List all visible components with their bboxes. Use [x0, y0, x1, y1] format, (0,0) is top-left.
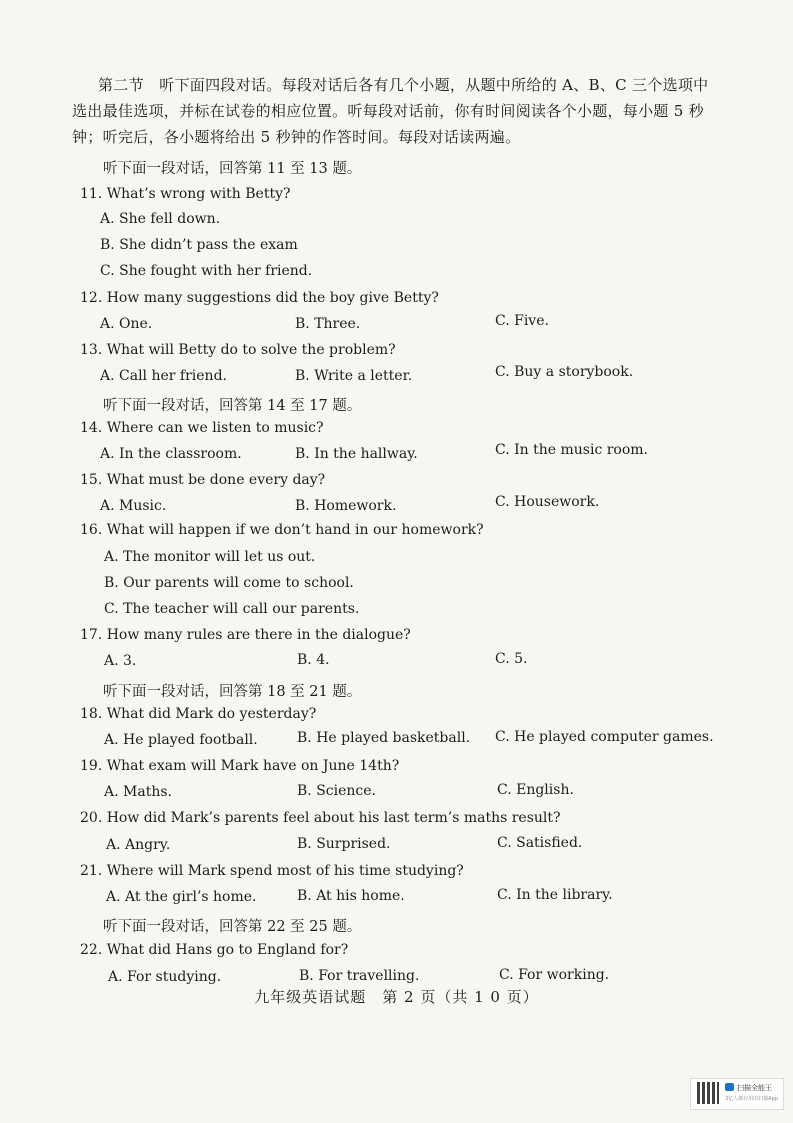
option-12-a[interactable]: A. One. — [100, 316, 153, 332]
option-14-a[interactable]: A. In the classroom. — [100, 446, 242, 462]
option-12-c[interactable]: C. Five. — [495, 313, 549, 329]
question-21: 21. Where will Mark spend most of his time studying? — [80, 863, 464, 879]
option-11-a[interactable]: A. She fell down. — [100, 211, 221, 227]
option-13-a[interactable]: A. Call her friend. — [100, 368, 227, 384]
option-11-c[interactable]: C. She fought with her friend. — [100, 263, 313, 279]
option-19-a[interactable]: A. Maths. — [104, 784, 172, 800]
option-16-a[interactable]: A. The monitor will let us out. — [104, 549, 316, 565]
option-16-b[interactable]: B. Our parents will come to school. — [104, 575, 354, 591]
option-20-b[interactable]: B. Surprised. — [297, 836, 391, 852]
scanner-watermark — [690, 1078, 784, 1110]
section-intro: 第二节 听下面四段对话。每段对话后各有几个小题，从题中所给的 A、B、C 三个选项中选出最佳选项，并标在试卷的相应位置。听每段对话前，你有时间阅读各个小题，每小题 5 秒钟；听完后，各小题将给出 5 秒钟的作答时间。每段对话读两遍。 — [72, 76, 709, 146]
option-19-b[interactable]: B. Science. — [297, 783, 376, 799]
option-22-c[interactable]: C. For working. — [499, 967, 610, 983]
question-20: 20. How did Mark’s parents feel about his last term’s maths result? — [80, 810, 561, 826]
option-18-c[interactable]: C. He played computer games. — [495, 729, 714, 745]
question-11: 11. What’s wrong with Betty? — [80, 186, 291, 202]
option-16-c[interactable]: C. The teacher will call our parents. — [104, 601, 360, 617]
option-21-c[interactable]: C. In the library. — [497, 887, 613, 903]
option-13-b[interactable]: B. Write a letter. — [295, 368, 413, 384]
option-17-c[interactable]: C. 5. — [495, 651, 528, 667]
question-13: 13. What will Betty do to solve the problem? — [80, 342, 396, 358]
option-14-b[interactable]: B. In the hallway. — [295, 446, 418, 462]
option-12-b[interactable]: B. Three. — [295, 316, 361, 332]
page-footer: 九年级英语试题 第 2 页（共 1 0 页） — [254, 988, 539, 1006]
qr-code-icon — [697, 1082, 719, 1104]
question-17: 17. How many rules are there in the dialogue? — [80, 627, 411, 643]
dialogue-instruction: 听下面一段对话，回答第 22 至 25 题。 — [103, 919, 362, 935]
option-20-c[interactable]: C. Satisfied. — [497, 835, 583, 851]
question-18: 18. What did Mark do yesterday? — [80, 706, 317, 722]
option-17-b[interactable]: B. 4. — [297, 652, 330, 668]
question-15: 15. What must be done every day? — [80, 472, 326, 488]
scanner-app-tagline: 3亿人都在用的扫描App — [725, 1096, 778, 1102]
option-20-a[interactable]: A. Angry. — [106, 837, 171, 853]
scanner-app-name: 扫描全能王 — [737, 1084, 772, 1092]
option-18-b[interactable]: B. He played basketball. — [297, 730, 471, 746]
question-19: 19. What exam will Mark have on June 14th? — [80, 758, 400, 774]
option-21-b[interactable]: B. At his home. — [297, 888, 405, 904]
dialogue-instruction: 听下面一段对话，回答第 11 至 13 题。 — [103, 161, 362, 177]
question-22: 22. What did Hans go to England for? — [80, 942, 349, 958]
dialogue-instruction: 听下面一段对话，回答第 18 至 21 题。 — [103, 684, 362, 700]
option-17-a[interactable]: A. 3. — [104, 653, 137, 669]
dialogue-instruction: 听下面一段对话，回答第 14 至 17 题。 — [103, 398, 362, 414]
option-15-a[interactable]: A. Music. — [100, 498, 167, 514]
question-14: 14. Where can we listen to music? — [80, 420, 324, 436]
option-15-c[interactable]: C. Housework. — [495, 494, 600, 510]
option-22-b[interactable]: B. For travelling. — [299, 968, 420, 984]
option-11-b[interactable]: B. She didn’t pass the exam — [100, 237, 298, 253]
option-21-a[interactable]: A. At the girl’s home. — [106, 889, 257, 905]
question-12: 12. How many suggestions did the boy give Betty? — [80, 290, 439, 306]
option-18-a[interactable]: A. He played football. — [104, 732, 258, 748]
option-22-a[interactable]: A. For studying. — [108, 969, 222, 985]
option-15-b[interactable]: B. Homework. — [295, 498, 397, 514]
question-16: 16. What will happen if we don’t hand in our homework? — [80, 522, 484, 538]
option-14-c[interactable]: C. In the music room. — [495, 442, 649, 458]
option-19-c[interactable]: C. English. — [497, 782, 574, 798]
scanner-app-icon — [725, 1083, 734, 1091]
option-13-c[interactable]: C. Buy a storybook. — [495, 364, 634, 380]
